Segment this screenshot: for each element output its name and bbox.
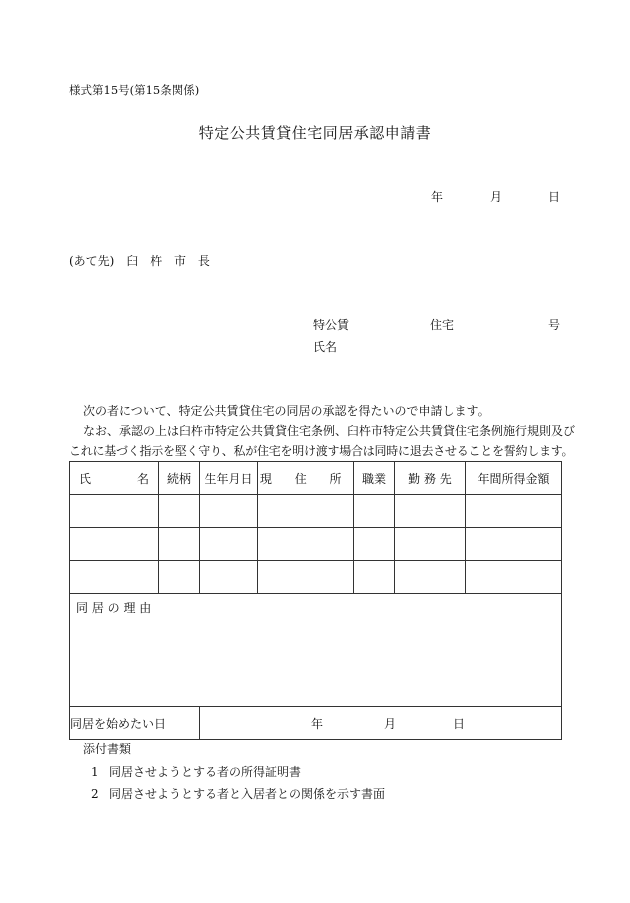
addressee-prefix: (あて先): [69, 254, 115, 268]
header-workplace: 勤 務 先: [395, 462, 466, 495]
body-paragraph-2-line-1: なお、承認の上は臼杵市特定公共賃貸住宅条例、臼杵市特定公共賃貸住宅条例施行規則及び: [83, 424, 576, 438]
cell-relation[interactable]: [159, 561, 200, 594]
reason-row: [70, 594, 562, 707]
attachment-item: [91, 763, 301, 780]
applicant-number-label: 号: [548, 318, 561, 332]
date-day-label: 日: [548, 190, 561, 204]
start-date-label: 同居を始めたい日: [70, 707, 200, 740]
body-paragraph-2-line-2: これに基づく指示を堅く守り、私が住宅を明け渡す場合は同時に退去させることを誓約します。: [69, 444, 574, 458]
start-date-field[interactable]: [200, 707, 562, 740]
cell-income[interactable]: [466, 528, 562, 561]
cell-workplace[interactable]: [395, 528, 466, 561]
reason-label: 同 居 の 理 由: [76, 601, 152, 615]
cell-occupation[interactable]: [354, 495, 395, 528]
table-row: [70, 528, 562, 561]
header-address: [258, 462, 354, 495]
attachments-heading: 添付書類: [83, 742, 132, 756]
attachment-item: [91, 785, 385, 802]
cell-birthdate[interactable]: [200, 495, 258, 528]
start-month-label: 月: [384, 717, 397, 731]
cell-name[interactable]: [70, 495, 159, 528]
body-paragraph-1: 次の者について、特定公共賃貸住宅の同居の承認を得たいので申請します。: [83, 404, 490, 418]
start-date-row: [70, 707, 562, 740]
addressee: [69, 252, 214, 269]
cell-income[interactable]: [466, 561, 562, 594]
header-birthdate: 生年月日: [200, 462, 258, 495]
cell-income[interactable]: [466, 495, 562, 528]
cell-relation[interactable]: [159, 495, 200, 528]
header-name-1: 氏: [79, 471, 92, 486]
table-row: [70, 495, 562, 528]
applicant-name-label: 氏名: [313, 340, 338, 354]
start-year-label: 年: [311, 717, 324, 731]
attachment-number: 1: [91, 765, 99, 779]
form-number: 様式第15号(第15条関係): [69, 83, 200, 97]
header-name: [70, 462, 159, 495]
table-row: [70, 561, 562, 594]
attachment-text: 同居させようとする者の所得証明書: [109, 765, 302, 779]
cell-occupation[interactable]: [354, 528, 395, 561]
date-month-label: 月: [490, 190, 503, 204]
start-day-label: 日: [453, 717, 466, 731]
cell-occupation[interactable]: [354, 561, 395, 594]
table-header-row: [70, 462, 562, 495]
header-relation: 続柄: [159, 462, 200, 495]
cell-relation[interactable]: [159, 528, 200, 561]
header-name-2: 名: [136, 471, 149, 486]
cell-name[interactable]: [70, 528, 159, 561]
cell-name[interactable]: [70, 561, 159, 594]
cell-workplace[interactable]: [395, 561, 466, 594]
document-title: 特定公共賃貸住宅同居承認申請書: [198, 124, 432, 142]
cell-address[interactable]: [258, 528, 354, 561]
cell-address[interactable]: [258, 495, 354, 528]
reason-field[interactable]: [70, 594, 562, 707]
header-income: 年間所得金額: [466, 462, 562, 495]
cell-address[interactable]: [258, 561, 354, 594]
cell-birthdate[interactable]: [200, 561, 258, 594]
cell-birthdate[interactable]: [200, 528, 258, 561]
addressee-name: 臼 杵 市 長: [126, 254, 214, 268]
attachment-number: 2: [91, 787, 99, 801]
applicant-housing-label: 特公賃: [313, 318, 350, 332]
cell-workplace[interactable]: [395, 495, 466, 528]
header-occupation: 職業: [354, 462, 395, 495]
date-year-label: 年: [431, 190, 444, 204]
header-address-label: 現 住 所: [259, 471, 352, 486]
attachment-text: 同居させようとする者と入居者との関係を示す書面: [109, 787, 386, 801]
cohabitant-table: [69, 461, 562, 740]
applicant-housing-label-2: 住宅: [430, 318, 455, 332]
